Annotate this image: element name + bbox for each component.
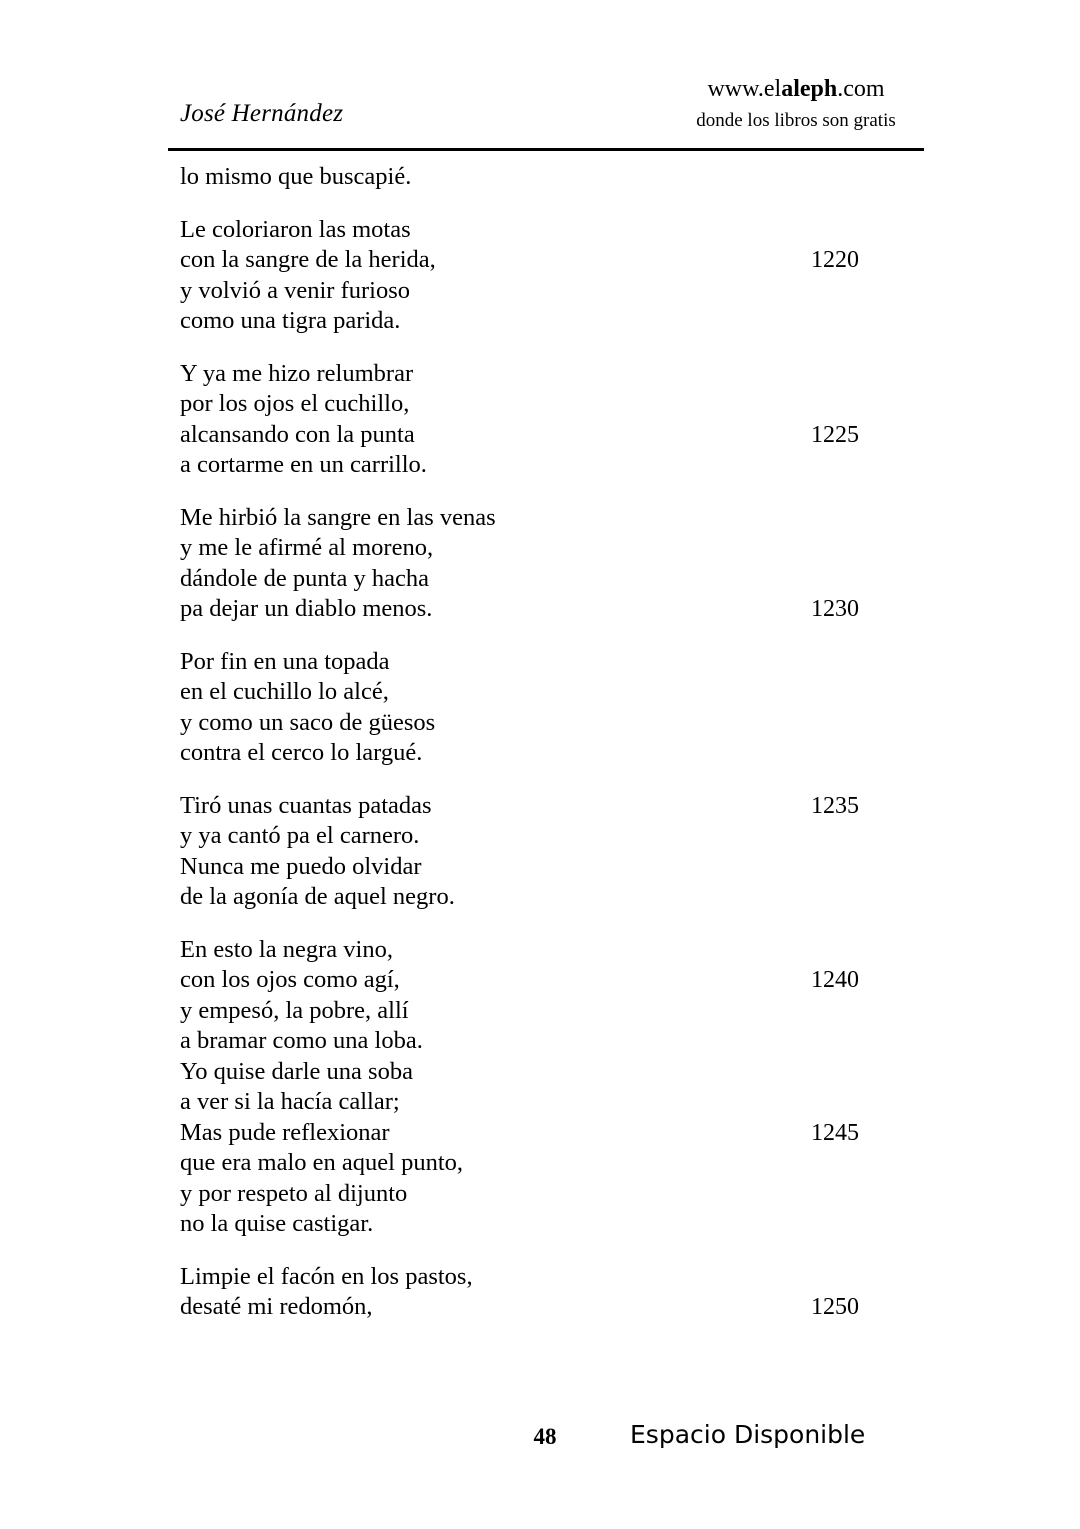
poem-line-number: 1225 <box>811 421 859 448</box>
poem-line <box>180 1026 924 1057</box>
poem-line <box>180 276 924 307</box>
poem-line-text: Limpie el facón en los pastos, <box>180 1262 473 1290</box>
poem-stanza <box>180 215 924 337</box>
footer-note: Espacio Disponible <box>630 1420 866 1449</box>
page-header <box>168 70 924 150</box>
poem-line-text: pa dejar un diablo menos. <box>180 595 433 622</box>
poem-line-text: a bramar como una loba. <box>180 1027 423 1054</box>
poem-line-text: desaté mi redomón, <box>180 1293 373 1320</box>
poem-line-text: con la sangre de la herida, <box>180 246 436 273</box>
header-tagline: donde los libros son gratis <box>696 110 896 131</box>
poem-line <box>180 420 924 451</box>
poem-line-text: por los ojos el cuchillo, <box>180 390 410 417</box>
poem-line-text: Me hirbió la sangre en las venas <box>180 503 496 531</box>
poem-line-text: contra el cerco lo largué. <box>180 739 423 766</box>
poem-line <box>180 1262 924 1293</box>
poem-line <box>180 450 924 481</box>
poem-line <box>180 996 924 1027</box>
poem-line-number: 1235 <box>811 792 859 819</box>
header-author: José Hernández <box>180 100 344 127</box>
poem-line-text: en el cuchillo lo alcé, <box>180 678 389 705</box>
poem-line <box>180 1148 924 1179</box>
poem-line <box>180 1209 924 1240</box>
poem-line <box>180 1057 924 1088</box>
poem-stanza <box>180 647 924 769</box>
poem-line <box>180 647 924 678</box>
poem-line-text: Mas pude reflexionar <box>180 1118 390 1146</box>
poem-line-text: Yo quise darle una soba <box>180 1057 413 1085</box>
poem-stanza <box>180 935 924 1240</box>
poem-line-text: En esto la negra vino, <box>180 935 393 963</box>
poem-line-number: 1250 <box>811 1294 859 1320</box>
poem-line <box>180 594 924 625</box>
poem-line-text: Le coloriaron las motas <box>180 215 411 243</box>
poem-body <box>180 162 924 1345</box>
header-divider <box>168 148 924 151</box>
poem-line <box>180 882 924 913</box>
poem-line-text: Por fin en una topada <box>180 647 390 675</box>
poem-line-text: y ya cantó pa el carnero. <box>180 822 420 849</box>
poem-stanza <box>180 791 924 913</box>
poem-line-text: y como un saco de güesos <box>180 708 436 736</box>
poem-stanza <box>180 503 924 625</box>
poem-line-text: y empesó, la pobre, allí <box>180 996 409 1024</box>
poem-line <box>180 564 924 595</box>
page-number: 48 <box>533 1424 557 1449</box>
poem-line-text: que era malo en aquel punto, <box>180 1149 464 1176</box>
poem-line <box>180 359 924 390</box>
poem-line-text: a cortarme en un carrillo. <box>180 451 427 478</box>
poem-line <box>180 533 924 564</box>
poem-line <box>180 162 924 193</box>
poem-line-text: y volvió a venir furioso <box>180 276 410 304</box>
poem-line-text: de la agonía de aquel negro. <box>180 883 455 910</box>
poem-line-number: 1240 <box>811 967 859 993</box>
poem-line-number: 1245 <box>811 1119 859 1146</box>
poem-line-text: lo mismo que buscapié. <box>180 163 412 190</box>
poem-line <box>180 821 924 852</box>
poem-line <box>180 852 924 883</box>
poem-line <box>180 738 924 769</box>
site-suffix: .com <box>837 76 885 102</box>
site-brand: aleph <box>781 76 838 102</box>
poem-stanza <box>180 162 924 193</box>
poem-line-text: a ver si la hacía callar; <box>180 1088 400 1115</box>
site-prefix: www.el <box>707 76 782 102</box>
poem-line-text: alcansando con la punta <box>180 420 415 448</box>
poem-stanza <box>180 359 924 481</box>
poem-line-text: dándole de punta y hacha <box>180 564 429 592</box>
poem-stanza <box>180 1262 924 1323</box>
poem-line-text: Tiró unas cuantas patadas <box>180 791 432 819</box>
poem-line-text: como una tigra parida. <box>180 307 401 334</box>
poem-line-text: con los ojos como agí, <box>180 966 400 993</box>
poem-line <box>180 245 924 276</box>
header-site-url <box>668 76 924 103</box>
poem-line <box>180 1292 924 1323</box>
poem-line <box>180 1179 924 1210</box>
poem-line <box>180 791 924 822</box>
poem-line <box>180 965 924 996</box>
poem-line <box>180 306 924 337</box>
poem-line <box>180 1118 924 1149</box>
poem-line <box>180 1087 924 1118</box>
poem-line-text: Nunca me puedo olvidar <box>180 852 422 880</box>
poem-line-text: y me le afirmé al moreno, <box>180 534 434 561</box>
poem-line <box>180 215 924 246</box>
poem-line-number: 1220 <box>811 247 859 273</box>
poem-line <box>180 389 924 420</box>
poem-line-number: 1230 <box>811 596 859 622</box>
poem-line-text: Y ya me hizo relumbrar <box>180 359 414 387</box>
poem-line-text: y por respeto al dijunto <box>180 1179 408 1207</box>
poem-line <box>180 503 924 534</box>
poem-line <box>180 708 924 739</box>
poem-line <box>180 677 924 708</box>
poem-line-text: no la quise castigar. <box>180 1210 374 1237</box>
poem-line <box>180 935 924 966</box>
